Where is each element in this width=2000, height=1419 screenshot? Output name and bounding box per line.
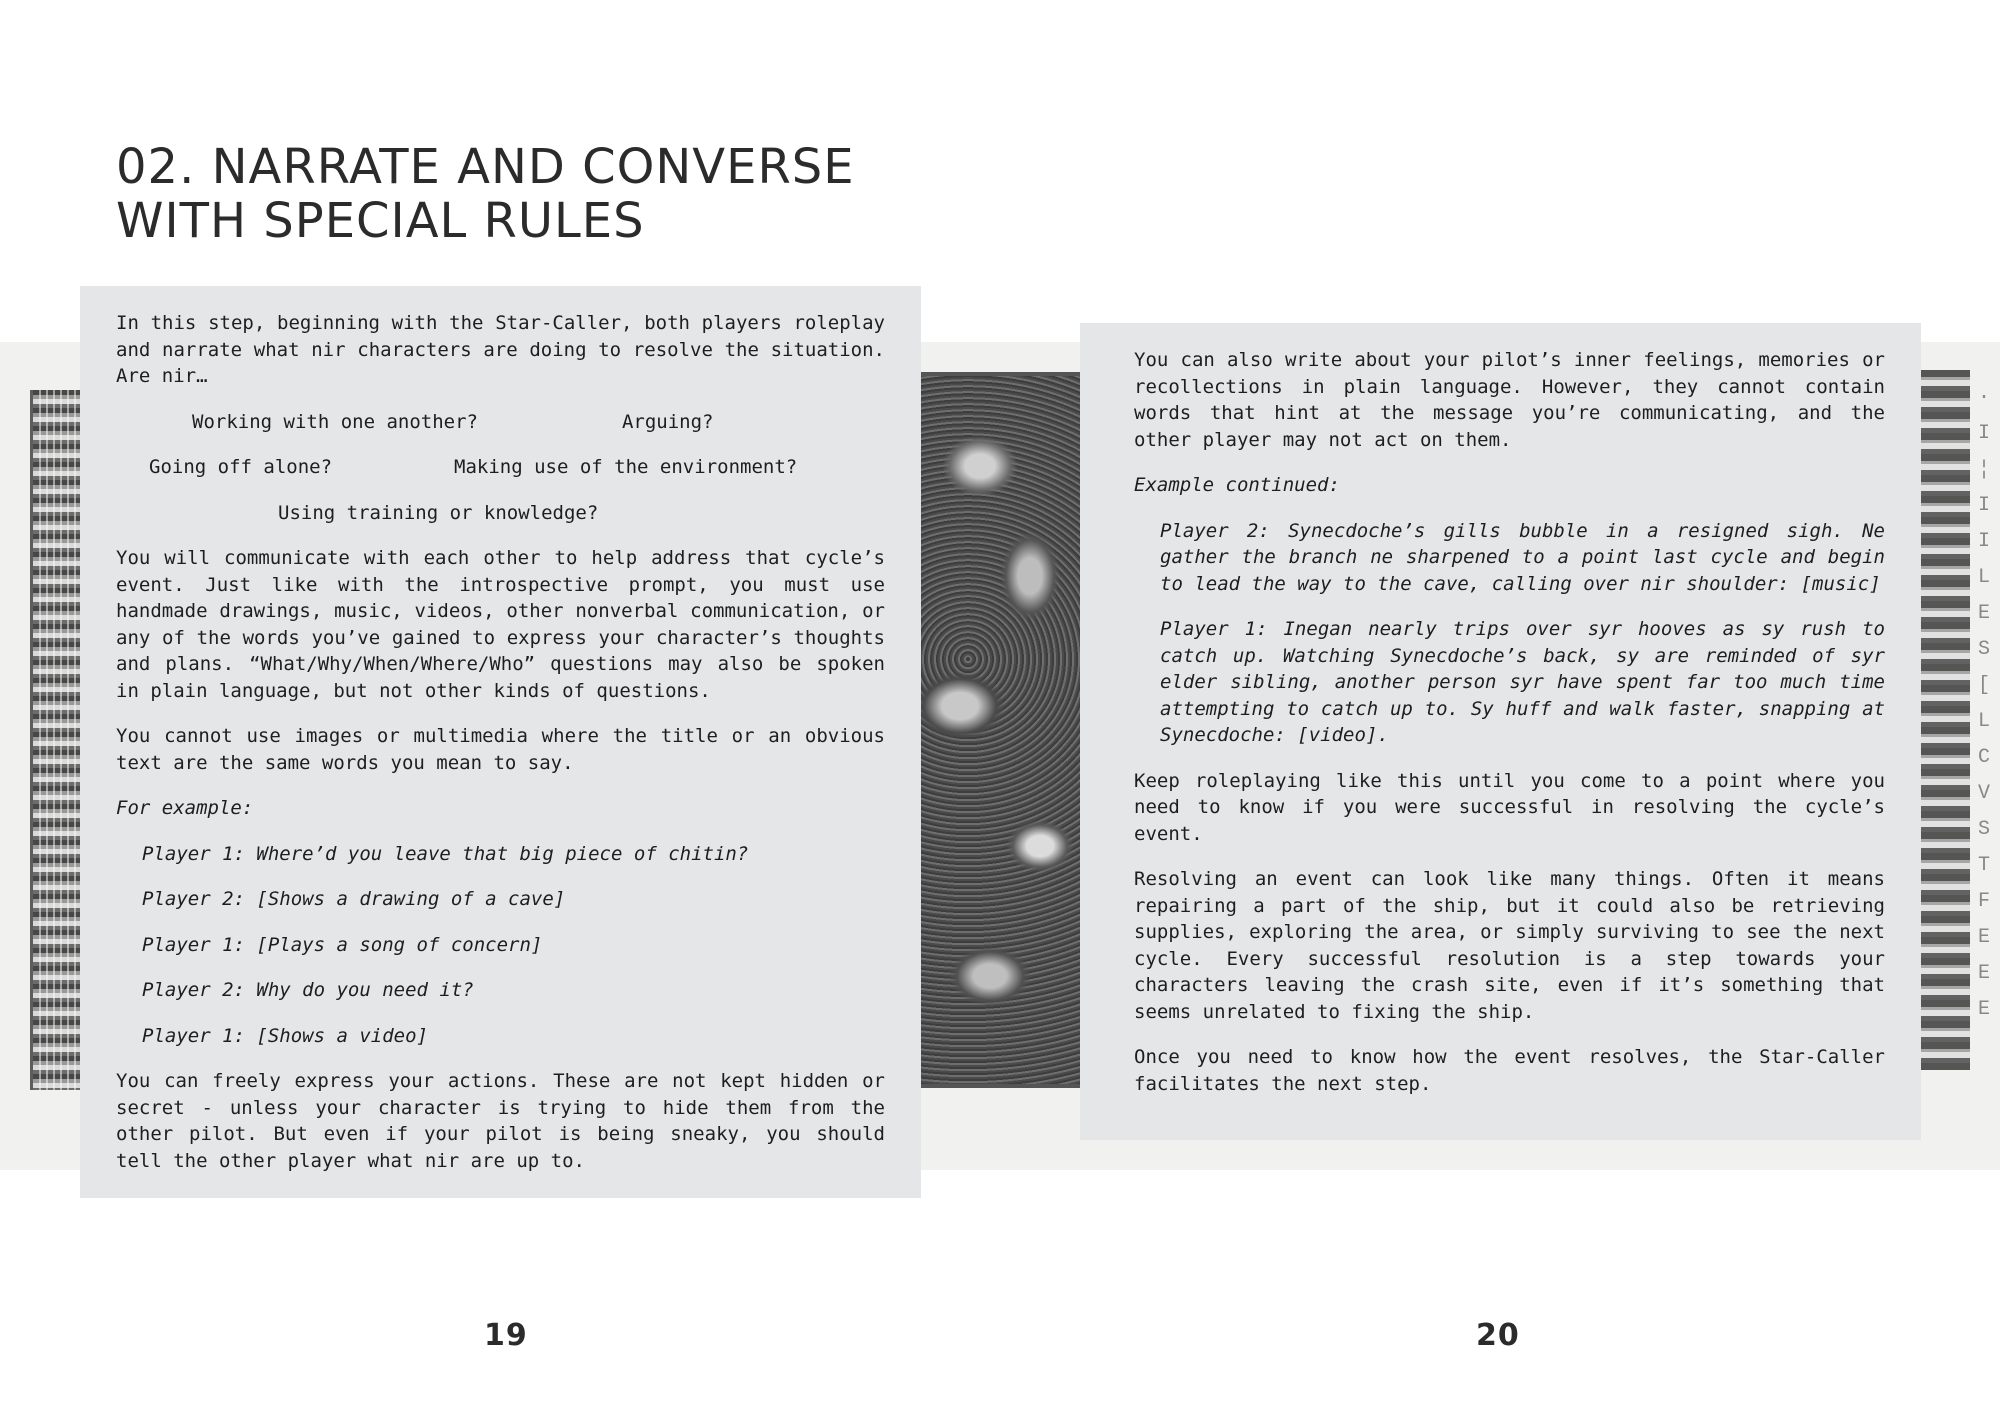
example-line: Player 1: [Shows a video] xyxy=(142,1024,428,1047)
left-text-panel xyxy=(80,286,921,1198)
page-number-right: 20 xyxy=(1476,1318,1520,1353)
option-working-together: Working with one another? xyxy=(192,410,478,433)
example-paragraph: Player 1: Inegan nearly trips over syr hooves as sy rush to catch up. Watching Synecdoche’s back, sy are reminded of syr elder sibling, another person syr have spent far too much time attempting to catch up to. Sy huff and walk faster, snapping at Synecdoche: [video]. xyxy=(1160,618,1885,746)
for-example-label: For example: xyxy=(116,797,254,819)
keep-roleplaying-paragraph: Keep roleplaying like this until you come to a point where you need to know if you were successful in resolving the cycle’s event. xyxy=(1134,769,1885,845)
intro-paragraph: In this step, beginning with the Star-Caller, both players roleplay and narrate what nir characters are doing to resolve the situation. Are nir… xyxy=(116,312,885,387)
options-row-3 xyxy=(116,500,885,527)
communicate-paragraph: You will communicate with each other to help address that cycle’s event. Just like with the introspective prompt, you must use handmade drawings, music, videos, other nonverbal communication, or any of the words you’ve gained to express your character’s thoughts and plans. “What/Why/When/Where/Who” questions may also be spoken in plain language, but not other kinds of questions. xyxy=(116,547,885,702)
section-title-line2: WITH SPECIAL RULES xyxy=(116,193,645,249)
options-row-2 xyxy=(116,454,885,481)
film-strip-right-image xyxy=(1918,370,1970,1070)
option-environment: Making use of the environment? xyxy=(454,456,798,478)
section-title-line1: 02. NARRATE AND CONVERSE xyxy=(116,139,855,195)
example-paragraph: Player 2: Synecdoche’s gills bubble in a resigned sigh. Ne gather the branch ne sharpened to a point last cycle and begin to lead the way to the cave, calling over nir shoulder: [music] xyxy=(1160,519,1885,595)
option-training: Using training or knowledge? xyxy=(278,501,599,524)
option-arguing: Arguing? xyxy=(621,410,714,433)
page-number-left: 19 xyxy=(484,1318,528,1353)
film-margin-marks: · I ¦ I I L E S [ L C V S T F E E E xyxy=(1977,386,1990,1021)
example-line: Player 2: [Shows a drawing of a cave] xyxy=(142,888,566,910)
no-images-paragraph: You cannot use images or multimedia where the title or an obvious text are the same words you mean to say. xyxy=(116,725,885,774)
film-strip-left-image xyxy=(30,390,85,1090)
example-line: Player 2: Why do you need it? xyxy=(142,979,474,1001)
resolving-paragraph: Resolving an event can look like many things. Often it means repairing a part of the ship, but it could also be retrieving supplies, exploring the area, or simply surviving to see the next cycle. Every successful resolution is a step towards your characters leaving the crash site, even if it’s something that seems unrelated to fixing the ship. xyxy=(1134,868,1885,1023)
section-title xyxy=(116,140,936,248)
example-line: Player 1: Where’d you leave that big piece of chitin? xyxy=(142,842,749,865)
example-continued-label: Example continued: xyxy=(1134,474,1340,496)
once-paragraph: Once you need to know how the event resolves, the Star-Caller facilitates the next step. xyxy=(1134,1046,1885,1095)
freely-paragraph: You can freely express your actions. These are not kept hidden or secret - unless your character is trying to hide them from the other pilot. But even if your pilot is being sneaky, you should tell the other player what nir are up to. xyxy=(116,1070,885,1172)
option-going-alone: Going off alone? xyxy=(149,456,333,478)
example-line: Player 1: [Plays a song of concern] xyxy=(142,933,543,956)
options-row-1 xyxy=(116,409,885,436)
lunar-surface-photo xyxy=(920,372,1080,1088)
right-text-panel xyxy=(1080,323,1921,1140)
inner-feelings-paragraph: You can also write about your pilot’s inner feelings, memories or recollections in plain language. However, they cannot contain words that hint at the message you’re communicating, and the other player may not act on them. xyxy=(1134,349,1885,451)
